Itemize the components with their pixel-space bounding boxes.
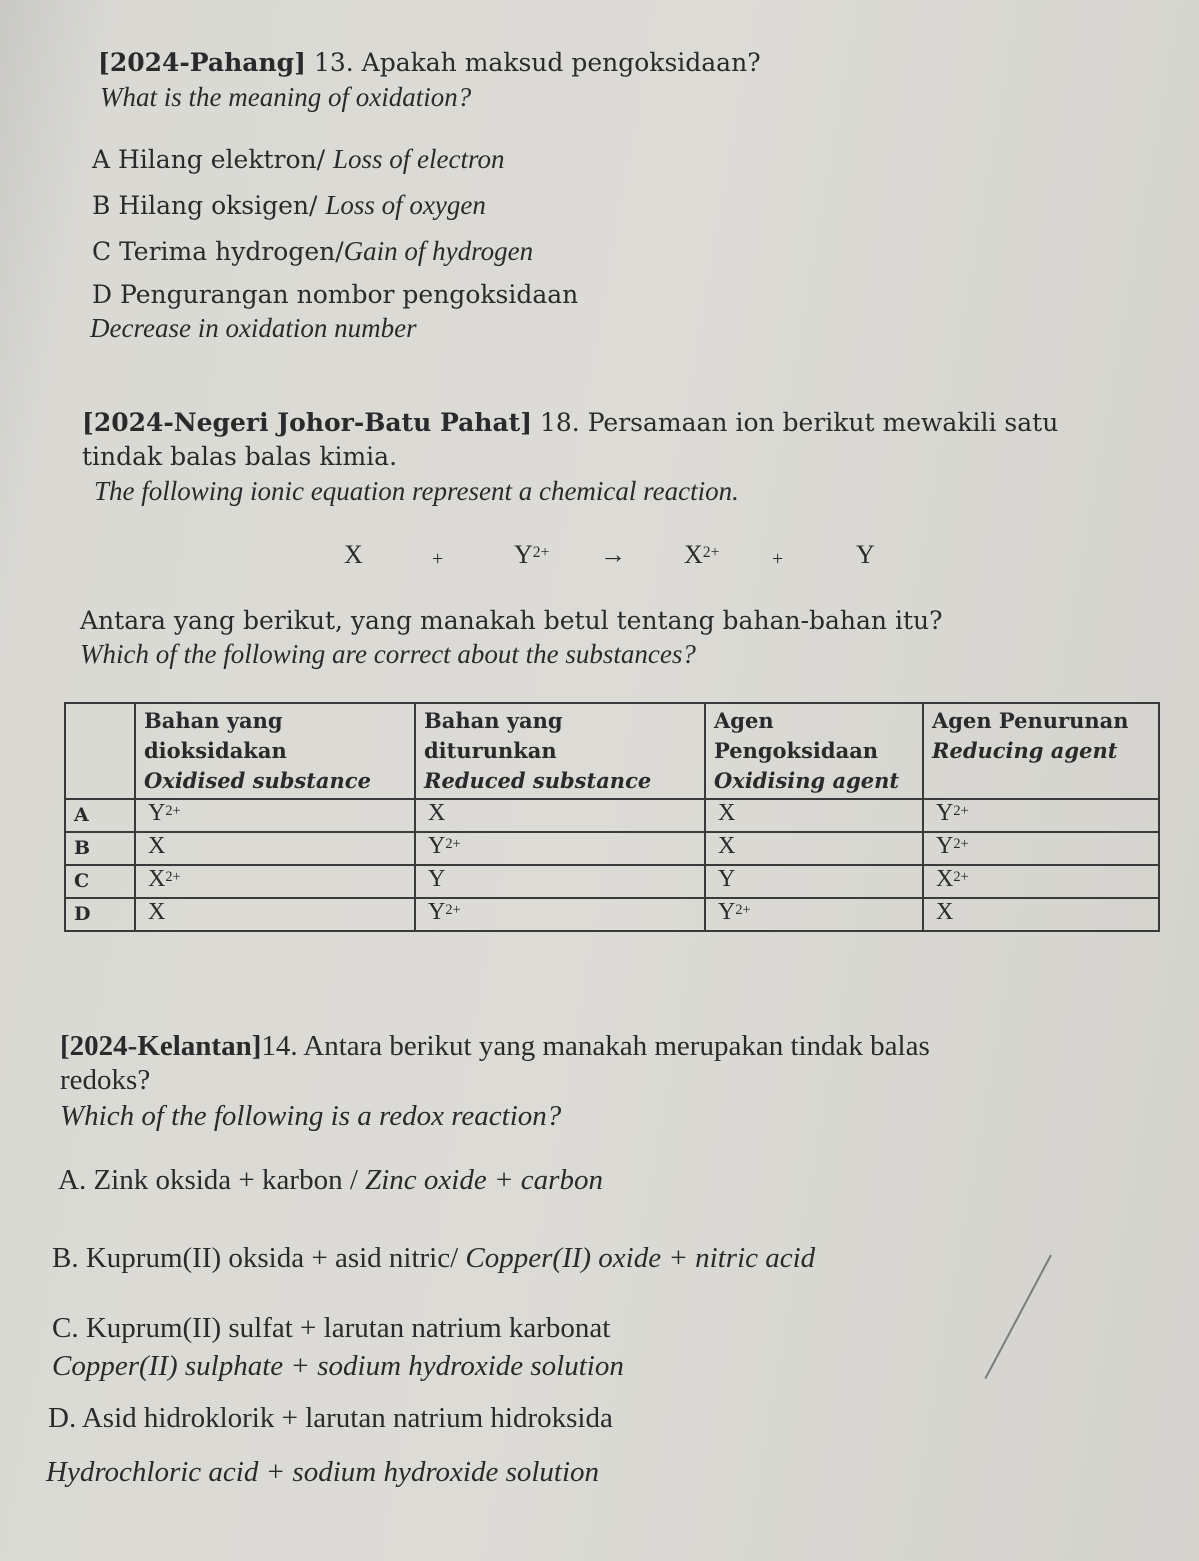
q13-option-d-en: Decrease in oxidation number <box>90 313 417 343</box>
q14-option-d-en: Hydrochloric acid + sodium hydroxide solution <box>46 1456 600 1488</box>
header-oxidising-agent: Agen Pengoksidaan Oxidising agent <box>705 703 923 799</box>
table-cell: $Y^{2+}$ <box>923 799 1159 832</box>
q18-question-en: The following ionic equation represent a chemical reaction. <box>94 476 739 506</box>
option-text: A Hilang elektron/ <box>92 145 326 174</box>
option-text-en: Loss of oxygen <box>325 190 486 220</box>
reactant-y2plus: $Y^{2+}$ <box>514 540 550 569</box>
q14-question-en: Which of the following is a redox reaction? <box>60 1100 562 1132</box>
table-cell: $Y^{2+}$ <box>705 898 923 931</box>
product-x2plus: $X^{2+}$ <box>684 540 720 569</box>
row-label: C <box>65 865 135 898</box>
arrow-icon: → <box>600 540 626 569</box>
q13-question <box>98 48 761 78</box>
option-text-en: Copper(II) oxide + nitric acid <box>465 1242 816 1274</box>
table-row <box>65 865 1159 898</box>
option-text-en: Gain of hydrogen <box>343 236 534 266</box>
table-cell: $X^{2+}$ <box>923 865 1159 898</box>
table-cell: $Y^{2+}$ <box>415 898 705 931</box>
table-row <box>65 898 1159 931</box>
q18-question-2: tindak balas balas kimia. <box>82 442 398 471</box>
q14-option-c: C. Kuprum(II) sulfat + larutan natrium karbonat <box>52 1312 611 1344</box>
q18-prompt-ms: Antara yang berikut, yang manakah betul tentang bahan-bahan itu? <box>80 606 943 635</box>
table-row <box>65 832 1159 865</box>
pencil-mark <box>984 1255 1051 1380</box>
q13-option-d <box>92 280 578 310</box>
table-cell: X <box>705 799 923 832</box>
row-label: D <box>65 898 135 931</box>
table-cell: $Y^{2+}$ <box>135 799 415 832</box>
table-header-row <box>65 703 1159 799</box>
q18-question-ms: 18. Persamaan ion berikut mewakili satu <box>540 408 1059 437</box>
table-row <box>65 799 1159 832</box>
option-text: B Hilang oksigen/ <box>92 191 318 220</box>
plus-sign: + <box>772 548 784 570</box>
q14-question <box>60 1030 930 1063</box>
q14-question-ms: 14. Antara berikut yang manakah merupakan tindak balas <box>261 1030 930 1062</box>
plus-sign: + <box>432 548 444 570</box>
answer-table <box>64 702 1160 932</box>
table-cell: X <box>415 799 705 832</box>
reactant-x: X <box>344 540 363 569</box>
q14-tag: [2024-Kelantan] <box>60 1030 262 1062</box>
header-oxidised: Bahan yang dioksidakan Oxidised substance <box>135 703 415 799</box>
table-cell: X <box>135 832 415 865</box>
option-text: A. Zink oksida + karbon / <box>58 1164 358 1196</box>
q13-tag: [2024-Pahang] <box>98 48 306 77</box>
option-text: C Terima hydrogen/ <box>92 237 344 266</box>
q14-option-a <box>58 1164 603 1197</box>
header-empty <box>65 703 135 799</box>
table-cell: X <box>135 898 415 931</box>
product-y: Y <box>856 540 875 569</box>
row-label: A <box>65 799 135 832</box>
q14-option-c-en: Copper(II) sulphate + sodium hydroxide solution <box>52 1350 624 1382</box>
row-label: B <box>65 832 135 865</box>
q13-option-a <box>92 144 505 175</box>
option-text: D Pengurangan nombor pengoksidaan <box>92 280 579 309</box>
table-cell: X <box>705 832 923 865</box>
q14-question-2: redoks? <box>60 1064 151 1096</box>
q18-tag: [2024-Negeri Johor-Batu Pahat] <box>82 408 533 437</box>
q13-question-en: What is the meaning of oxidation? <box>100 82 472 112</box>
header-reducing-agent: Agen Penurunan Reducing agent <box>923 703 1159 799</box>
q14-option-d: D. Asid hidroklorik + larutan natrium hidroksida <box>48 1402 613 1434</box>
option-text-en: Zinc oxide + carbon <box>365 1164 603 1196</box>
q18-question <box>82 408 1058 438</box>
q18-prompt-en: Which of the following are correct about the substances? <box>80 639 696 669</box>
table-cell: $Y^{2+}$ <box>923 832 1159 865</box>
option-text: B. Kuprum(II) oksida + asid nitric/ <box>52 1242 459 1274</box>
table-cell: Y <box>415 865 705 898</box>
q13-option-c <box>92 236 533 267</box>
table-cell: X <box>923 898 1159 931</box>
table-cell: Y <box>705 865 923 898</box>
header-reduced: Bahan yang diturunkan Reduced substance <box>415 703 705 799</box>
q14-option-b <box>52 1242 815 1275</box>
option-text-en: Loss of electron <box>333 144 505 174</box>
table-cell: $Y^{2+}$ <box>415 832 705 865</box>
q13-question-ms: 13. Apakah maksud pengoksidaan? <box>313 48 761 77</box>
table-cell: $X^{2+}$ <box>135 865 415 898</box>
q13-option-b <box>92 190 486 221</box>
